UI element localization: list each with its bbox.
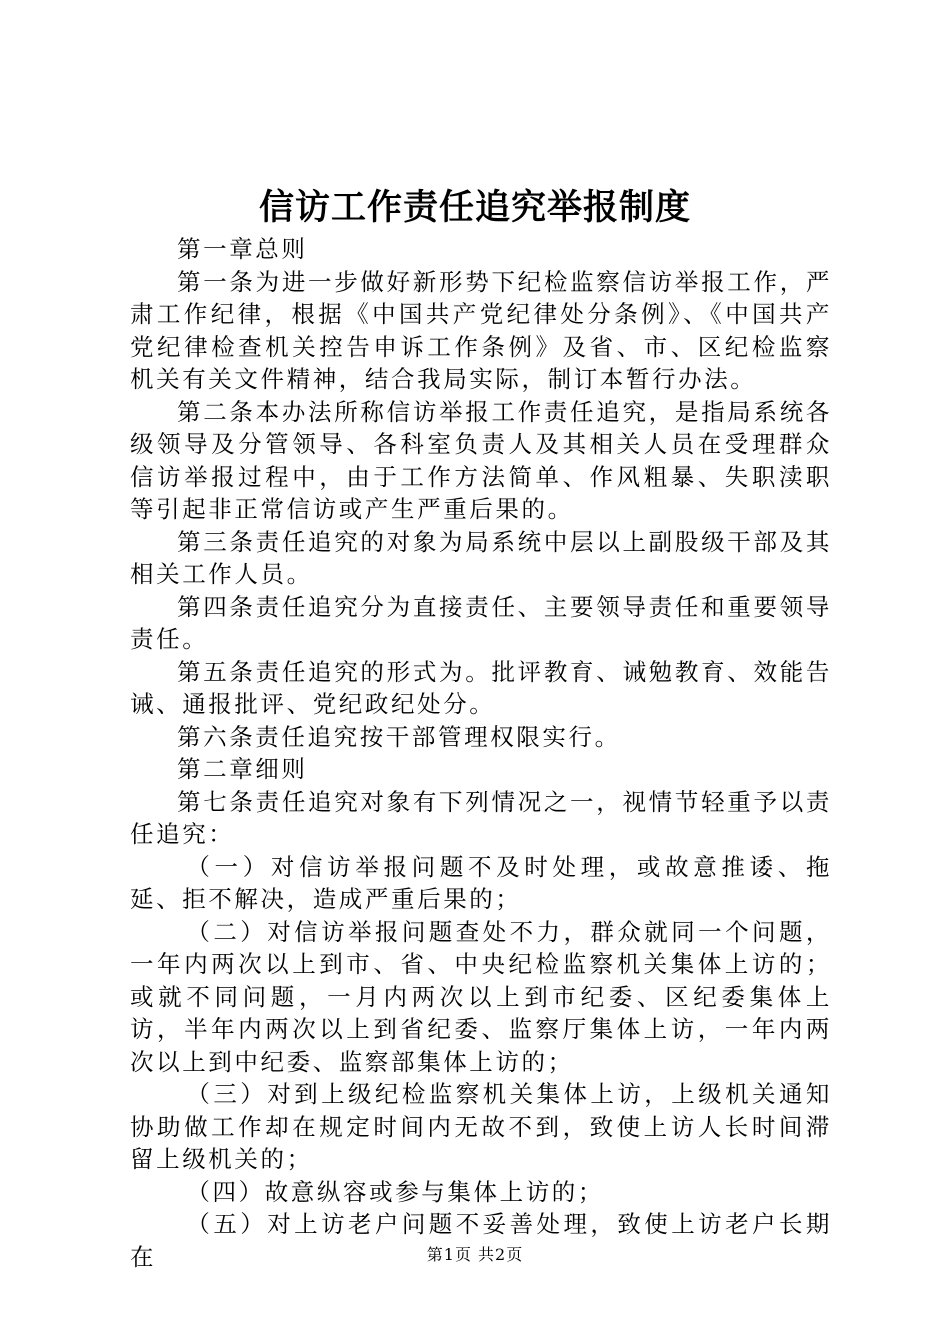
page-footer: 第1页 共2页 bbox=[426, 1245, 524, 1264]
document-body bbox=[130, 233, 832, 1273]
article-paragraph: 第七条责任追究对象有下列情况之一，视情节轻重予以责任追究： bbox=[130, 787, 832, 848]
document-title: 信访工作责任追究举报制度 bbox=[258, 187, 691, 228]
article-paragraph: 第六条责任追究按干部管理权限实行。 bbox=[177, 722, 621, 751]
article-paragraph: 第五条责任追究的形式为。批评教育、诫勉教育、效能告诫、通报批评、党纪政纪处分。 bbox=[130, 657, 832, 718]
article-paragraph: 第一条为进一步做好新形势下纪检监察信访举报工作，严肃工作纪律，根据《中国共产党纪律处分条例》、《中国共产党纪律检查机关控告申诉工作条例》及省、市、区纪检监察机关有关文件精神，结合我局实际，制订本暂行办法。 bbox=[130, 267, 832, 393]
list-item: （三）对到上级纪检监察机关集体上访，上级机关通知协助做工作却在规定时间内无故不到，致使上访人长时间滞留上级机关的； bbox=[130, 1080, 832, 1173]
article-paragraph: 第三条责任追究的对象为局系统中层以上副股级干部及其相关工作人员。 bbox=[130, 527, 832, 588]
article-paragraph: 第四条责任追究分为直接责任、主要领导责任和重要领导责任。 bbox=[130, 592, 832, 653]
list-item: （一）对信访举报问题不及时处理，或故意推诿、拖延、拒不解决，造成严重后果的； bbox=[130, 852, 832, 913]
chapter-heading: 第一章总则 bbox=[177, 235, 308, 263]
list-item: （四）故意纵容或参与集体上访的； bbox=[186, 1177, 604, 1206]
chapter-heading: 第二章细则 bbox=[177, 755, 308, 783]
list-item: （二）对信访举报问题查处不力，群众就同一个问题，一年内两次以上到市、省、中央纪检监察机关集体上访的；或就不同问题，一月内两次以上到市纪委、区纪委集体上访，半年内两次以上到省纪委、监察厅集体上访，一年内两次以上到中纪委、监察部集体上访的； bbox=[130, 917, 832, 1076]
article-paragraph: 第二条本办法所称信访举报工作责任追究，是指局系统各级领导及分管领导、各科室负责人及其相关人员在受理群众信访举报过程中，由于工作方法简单、作风粗暴、失职渎职等引起非正常信访或产生严重后果的。 bbox=[130, 397, 832, 523]
list-item: （五）对上访老户问题不妥善处理，致使上访老户长期在 bbox=[130, 1210, 832, 1271]
